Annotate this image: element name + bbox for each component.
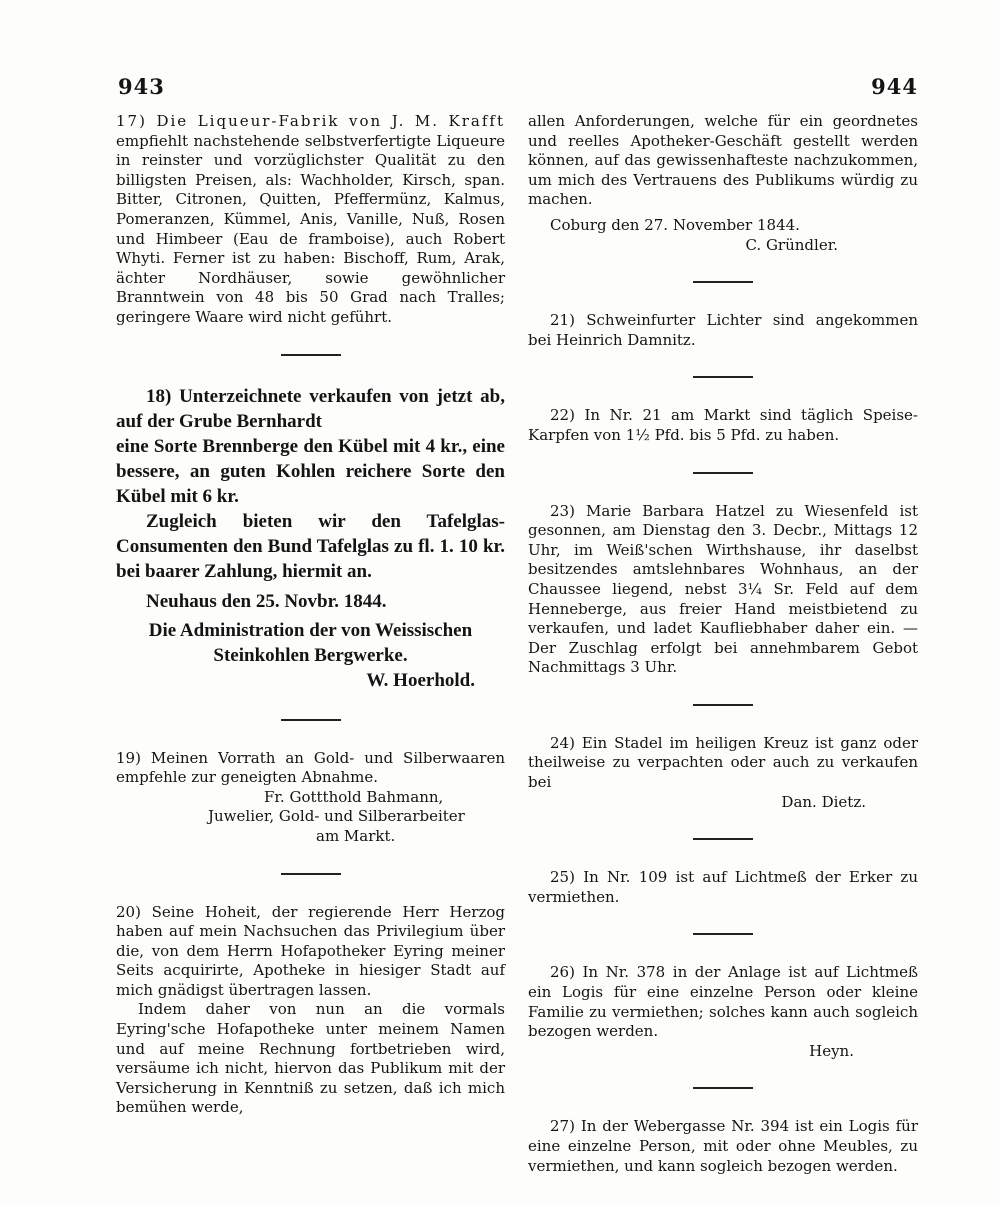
- ad21-text: 21) Schweinfurter Lichter sind angekommen bei Heinrich Damnitz.: [528, 311, 918, 349]
- advertisement-22: [528, 406, 918, 445]
- ad26-signer: Heyn.: [809, 1041, 854, 1060]
- ad24-text: 24) Ein Stadel im heiligen Kreuz ist ganz oder theilweise zu verpachten oder auch zu verkaufen bei: [528, 733, 918, 792]
- ad25-text: 25) In Nr. 109 ist auf Lichtmeß der Erker zu vermiethen.: [528, 868, 918, 906]
- ad20-signer: C. Gründler.: [745, 235, 838, 254]
- ad19-signature-line2: Juwelier, Gold- und Silberarbeiter: [208, 807, 465, 826]
- advertisement-21: [528, 311, 918, 350]
- divider: [693, 838, 753, 840]
- right-column: [528, 112, 918, 1176]
- left-column: [116, 112, 505, 1118]
- ad22-text: 22) In Nr. 21 am Markt sind täglich Speise-Karpfen von 1½ Pfd. bis 5 Pfd. zu haben.: [528, 406, 918, 444]
- page-number-right: 944: [871, 74, 918, 99]
- advertisement-17: [116, 112, 505, 328]
- advertisement-19: [116, 749, 505, 847]
- divider: [693, 281, 753, 283]
- advertisement-18: [116, 384, 505, 693]
- advertisement-26: [528, 963, 918, 1061]
- advertisement-27: [528, 1117, 918, 1176]
- ad18-org-line2: Steinkohlen Bergwerke.: [213, 644, 408, 666]
- advertisement-20: [116, 903, 505, 1119]
- divider: [693, 704, 753, 706]
- ad24-signer: Dan. Dietz.: [781, 792, 866, 811]
- ad17-lead: 17) Die Liqueur-Fabrik von J. M. Krafft: [116, 112, 505, 130]
- divider: [693, 472, 753, 474]
- ad19-signature-line1: Fr. Gottthold Bahmann,: [264, 787, 444, 806]
- ad18-line1: 18) Unterzeichnete verkaufen von jetzt ab, auf der Grube Bernhardt: [116, 385, 505, 432]
- page-number-left: 943: [118, 74, 165, 99]
- advertisement-20-continued: [528, 112, 918, 255]
- divider: [693, 1087, 753, 1089]
- ad17-text: empfiehlt nachstehende selbstverfertigte Liqueure in reinster und vorzüglichster Qualität zu den billigsten Preisen, als: Wachholder, Kirsch, span. Bitter, Citronen, Quitten, Pfeffermünz, Kalmus, Pomeranzen, Kümmel, Anis, Vanille, Nuß, Rosen und Himbeer (Eau de framboise), auch Robert Whyti. Ferner ist zu haben: Bischoff, Rum, Arak, ächter Nordhäuser, sowie gewöhnlicher Branntwein von 48 bis 50 Grad nach Tralles; geringere Waare wird nicht geführt.: [116, 131, 505, 326]
- ad18-org-line1: Die Administration der von Weissischen: [148, 619, 473, 641]
- ad27-text: 27) In der Webergasse Nr. 394 ist ein Logis für eine einzelne Person, mit oder ohne Meubles, zu vermiethen, und kann sogleich bezogen werden.: [528, 1117, 918, 1175]
- advertisement-23: [528, 502, 918, 678]
- ad18-line2: eine Sorte Brennberge den Kübel mit 4 kr., eine bessere, an guten Kohlen reichere Sorte den Kübel mit 6 kr.: [116, 435, 505, 507]
- divider: [281, 873, 341, 875]
- ad18-line3: Zugleich bieten wir den Tafelglas-Consumenten den Bund Tafelglas zu fl. 1. 10 kr. bei baarer Zahlung, hiermit an.: [116, 510, 505, 582]
- ad20-date: Coburg den 27. November 1844.: [550, 215, 800, 234]
- divider: [281, 354, 341, 356]
- advertisement-24: [528, 734, 918, 812]
- divider: [693, 933, 753, 935]
- divider: [693, 376, 753, 378]
- ad19-signature-line3: am Markt.: [316, 826, 396, 845]
- advertisement-25: [528, 868, 918, 907]
- divider: [281, 719, 341, 721]
- ad26-text: 26) In Nr. 378 in der Anlage ist auf Lichtmeß ein Logis für eine einzelne Person oder kleine Familie zu vermiethen; solches kann auch sogleich bezogen werden.: [528, 963, 918, 1041]
- ad18-date: Neuhaus den 25. Novbr. 1844.: [146, 590, 387, 612]
- ad19-text: 19) Meinen Vorrath an Gold- und Silberwaaren empfehle zur geneigten Abnahme.: [116, 748, 505, 787]
- ad20-continued-text: allen Anforderungen, welche für ein geordnetes und reelles Apotheker-Geschäft gestellt werden können, auf das gewissenhafteste nachzukommen, um mich des Vertrauens des Publikums würdig zu machen.: [528, 112, 918, 209]
- ad20-paragraph1: 20) Seine Hoheit, der regierende Herr Herzog haben auf mein Nachsuchen das Privilegium über die, von dem Herrn Hofapotheker Eyring meiner Seits acquirirte, Apotheke in hiesiger Stadt auf mich gnädigst übertragen lassen.: [116, 902, 505, 999]
- ad18-signer: W. Hoerhold.: [366, 669, 475, 691]
- ad20-paragraph2: Indem daher von nun an die vormals Eyring'sche Hofapotheke unter meinem Namen und auf meine Rechnung fortbetrieben wird, versäume ich nicht, hiervon das Publikum mit der Versicherung in Kenntniß zu setzen, daß ich mich bemühen werde,: [116, 1000, 505, 1117]
- ad23-text: 23) Marie Barbara Hatzel zu Wiesenfeld ist gesonnen, am Dienstag den 3. Decbr., Mittags 12 Uhr, im Weiß'schen Wirthshause, ihr daselbst besitzendes amtslehnbares Wohnhaus, an der Chaussee liegend, nebst 3¼ Sr. Feld auf dem Henneberge, aus freier Hand meistbietend zu verkaufen, und ladet Kaufliebhaber daher ein. — Der Zuschlag erfolgt bei annehmbarem Gebot Nachmittags 3 Uhr.: [528, 501, 918, 677]
